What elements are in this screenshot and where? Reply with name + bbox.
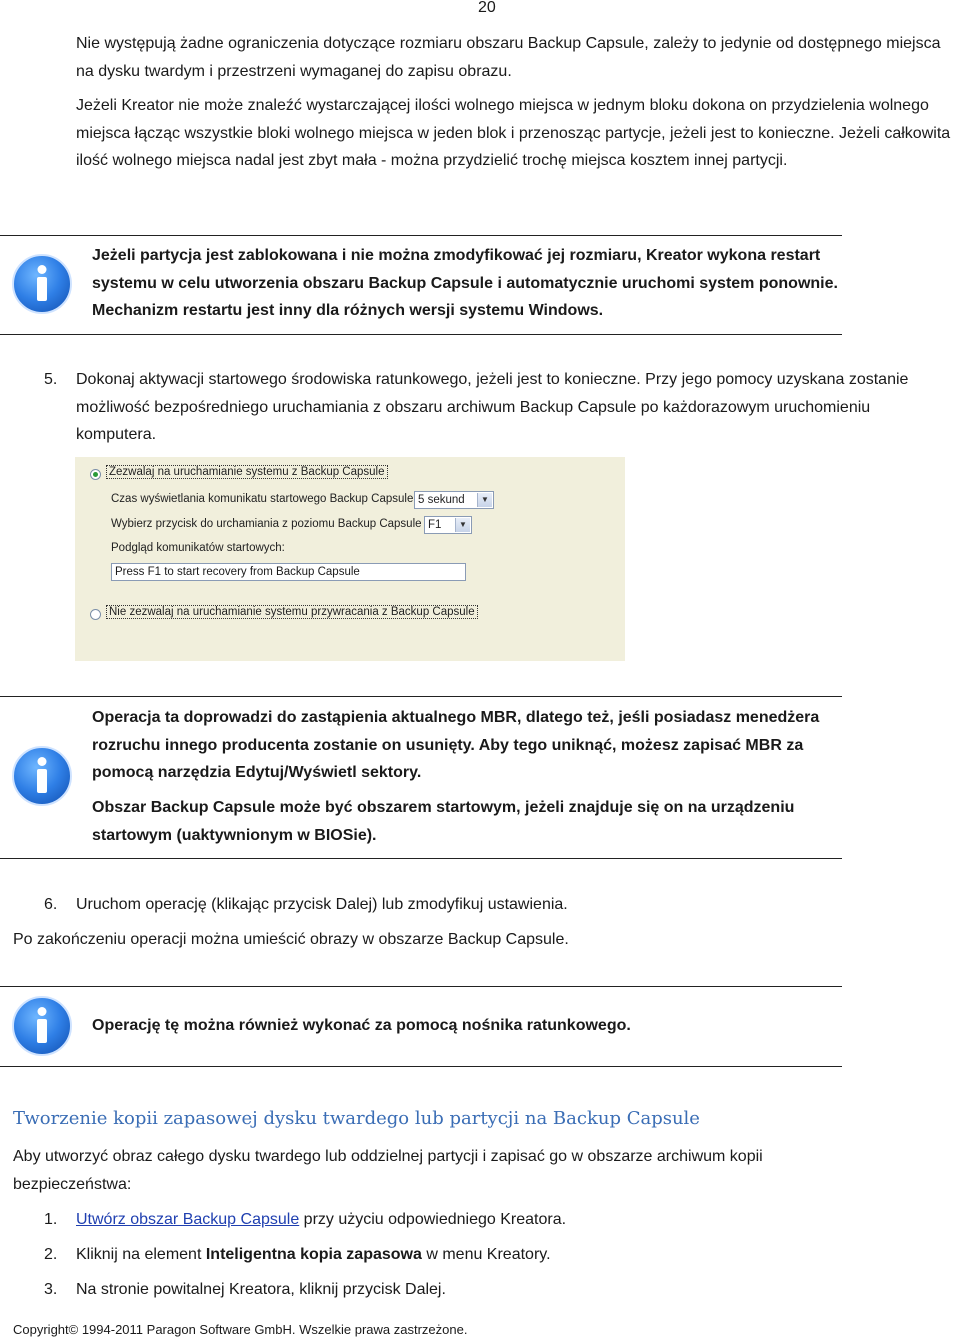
display-time-dropdown[interactable] <box>414 491 494 509</box>
preview-label: Podgląd komunikatów startowych: <box>111 542 285 554</box>
note-boot-area: Obszar Backup Capsule może być obszarem startowym, jeżeli znajduje się on na urządzeniu startowym (uaktywnionym w BIOSie). <box>92 799 795 844</box>
section-heading: Tworzenie kopii zapasowej dysku twardego lub partycji na Backup Capsule <box>13 1108 700 1129</box>
boot-settings-panel <box>75 457 625 661</box>
step-number: 6. <box>44 896 58 913</box>
paragraph-after-operation: Po zakończeniu operacji można umieścić obrazy w obszarze Backup Capsule. <box>13 931 569 948</box>
create-capsule-link[interactable]: Utwórz obszar Backup Capsule <box>76 1211 300 1228</box>
step-text: Uruchom operację (klikając przycisk Dalej) lub zmodyfikuj ustawienia. <box>76 896 568 913</box>
page-number: 20 <box>478 0 496 16</box>
radio-deny-boot[interactable] <box>90 609 101 620</box>
note-divider-top <box>0 235 842 236</box>
list-item <box>76 1206 951 1234</box>
boot-key-dropdown[interactable] <box>424 516 472 534</box>
footer-copyright: Copyright© 1994-2011 Paragon Software GmbH. Wszelkie prawa zastrzeżone. <box>13 1322 468 1337</box>
info-icon <box>11 995 73 1057</box>
boot-key-label: Wybierz przycisk do urchamiania z poziomu Backup Capsule <box>111 518 422 530</box>
preview-message-field[interactable]: Press F1 to start recovery from Backup Capsule <box>111 563 466 581</box>
list-item: Na stronie powitalnej Kreatora, kliknij przycisk Dalej. <box>76 1281 446 1298</box>
info-icon <box>11 253 73 315</box>
section-intro: Aby utworzyć obraz całego dysku twardego lub oddzielnej partycji i zapisać go w obszarze archiwum kopii bezpieczeństwa: <box>13 1148 763 1193</box>
note-mbr-warning: Operacja ta doprowadzi do zastąpienia aktualnego MBR, dlatego też, jeśli posiadasz menedżera rozruchu innego producenta zostanie on usunięty. Aby tego uniknąć, możesz zapisać MBR za pomocą narzędzia Edytuj/Wyświetl sektory. <box>92 709 820 781</box>
list-item-text: w menu Kreatory. <box>421 1246 551 1263</box>
display-time-value: 5 sekund <box>418 494 465 506</box>
list-item-bold: Inteligentna kopia zapasowa <box>205 1246 422 1263</box>
list-number: 1. <box>44 1211 58 1228</box>
chevron-down-icon[interactable]: ▼ <box>455 518 470 532</box>
boot-key-value: F1 <box>428 519 442 531</box>
list-number: 2. <box>44 1246 58 1263</box>
display-time-label: Czas wyświetlania komunikatu startowego Backup Capsule <box>111 493 414 505</box>
note-divider-bottom <box>0 858 842 859</box>
note-divider-top <box>0 986 842 987</box>
note-rescue-media: Operację tę można również wykonać za pomocą nośnika ratunkowego. <box>92 1017 631 1034</box>
note-locked-partition: Jeżeli partycja jest zablokowana i nie można zmodyfikować jej rozmiaru, Kreator wykona restart systemu w celu utworzenia obszaru Backup Capsule i automatycznie uruchomi system ponownie. Mechanizm restartu jest inny dla różnych wersji systemu Windows. <box>92 247 838 319</box>
note-divider-top <box>0 696 842 697</box>
step-number: 5. <box>44 371 58 388</box>
step-text: Dokonaj aktywacji startowego środowiska ratunkowego, jeżeli jest to konieczne. Przy jego pomocy uzyskana zostanie możliwość bezpośredniego uruchamiania z obszaru archiwum Backup Capsule po każdorazowym uruchomieniu komputera. <box>76 371 909 443</box>
paragraph-free-space: Jeżeli Kreator nie może znaleźć wystarczającej ilości wolnego miejsca w jednym bloku dokona on przydzielenia wolnego miejsca łącząc wszystkie bloki wolnego miejsca w jeden blok i przenosząc partycje, jeżeli jest to konieczne. Jeżeli całkowita ilość wolnego miejsca nadal jest zbyt mała - można przydzielić trochę miejsca kosztem innej partycji. <box>76 97 951 169</box>
info-icon <box>11 745 73 807</box>
list-item <box>76 1241 951 1269</box>
radio-allow-boot-label[interactable]: Zezwalaj na uruchamianie systemu z Backup Capsule <box>109 466 385 478</box>
list-item-text: Kliknij na element <box>76 1246 206 1263</box>
paragraph-size-limits: Nie występują żadne ograniczenia dotyczące rozmiaru obszaru Backup Capsule, zależy to jedynie od dostępnego miejsca na dysku twardym i przestrzeni wymaganej do zapisu obrazu. <box>76 35 941 80</box>
note-divider-bottom <box>0 334 842 335</box>
note-divider-bottom <box>0 1066 842 1067</box>
radio-allow-boot[interactable] <box>90 469 101 480</box>
list-number: 3. <box>44 1281 58 1298</box>
radio-deny-boot-label[interactable]: Nie zezwalaj na uruchamianie systemu przywracania z Backup Capsule <box>109 606 475 618</box>
chevron-down-icon[interactable]: ▼ <box>477 493 492 507</box>
list-item-text: przy użyciu odpowiedniego Kreatora. <box>299 1211 567 1228</box>
